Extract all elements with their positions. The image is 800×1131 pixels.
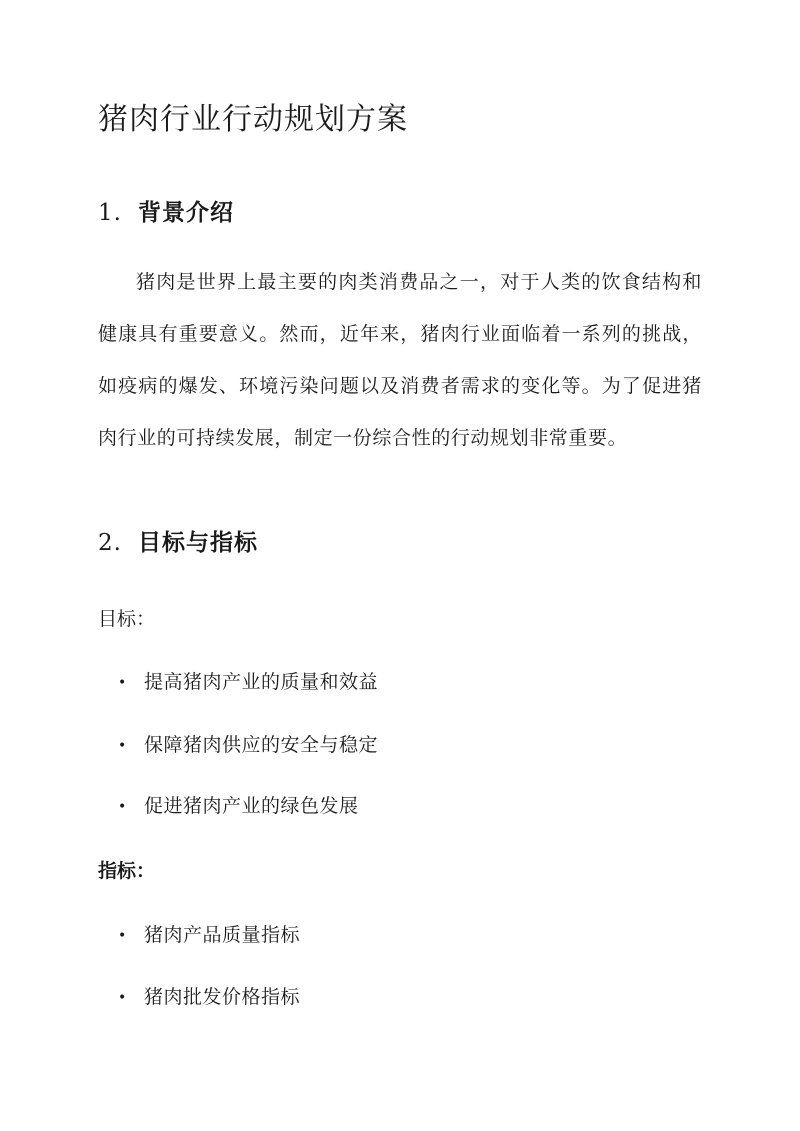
list-item (118, 730, 378, 761)
bullet-icon: • (118, 928, 127, 944)
section-number: 1. (98, 200, 122, 226)
section-number: 2. (98, 530, 122, 556)
list-item (118, 667, 378, 698)
list-item-text: 保障猪肉供应的安全与稳定 (144, 734, 379, 756)
list-item-text: 提高猪肉产业的质量和效益 (144, 671, 379, 693)
list-item (118, 791, 359, 822)
section-heading-goals-indicators (98, 526, 258, 560)
bullet-icon: • (118, 990, 127, 1006)
section-title: 目标与指标 (138, 529, 258, 556)
bullet-icon: • (118, 799, 127, 815)
list-item-text: 猪肉批发价格指标 (144, 986, 301, 1008)
list-item-text: 促进猪肉产业的绿色发展 (144, 795, 359, 817)
section-title: 背景介绍 (138, 199, 234, 226)
goals-label: 目标： (98, 608, 156, 630)
list-item (118, 920, 300, 951)
list-item (118, 982, 300, 1013)
bullet-icon: • (118, 738, 127, 754)
section-heading-background (98, 196, 234, 230)
bullet-icon: • (118, 675, 127, 691)
background-paragraph: 猪肉是世界上最主要的肉类消费品之一，对于人类的饮食结构和健康具有重要意义。然而，近年来，猪肉行业面临着一系列的挑战，如疫病的爆发、环境污染问题以及消费者需求的变化等。为了促进猪肉行业的可持续发展，制定一份综合性的行动规划非常重要。 (98, 271, 702, 449)
document-title: 猪肉行业行动规划方案 (98, 102, 408, 137)
list-item-text: 猪肉产品质量指标 (144, 924, 301, 946)
indicators-label: 指标： (98, 860, 156, 882)
